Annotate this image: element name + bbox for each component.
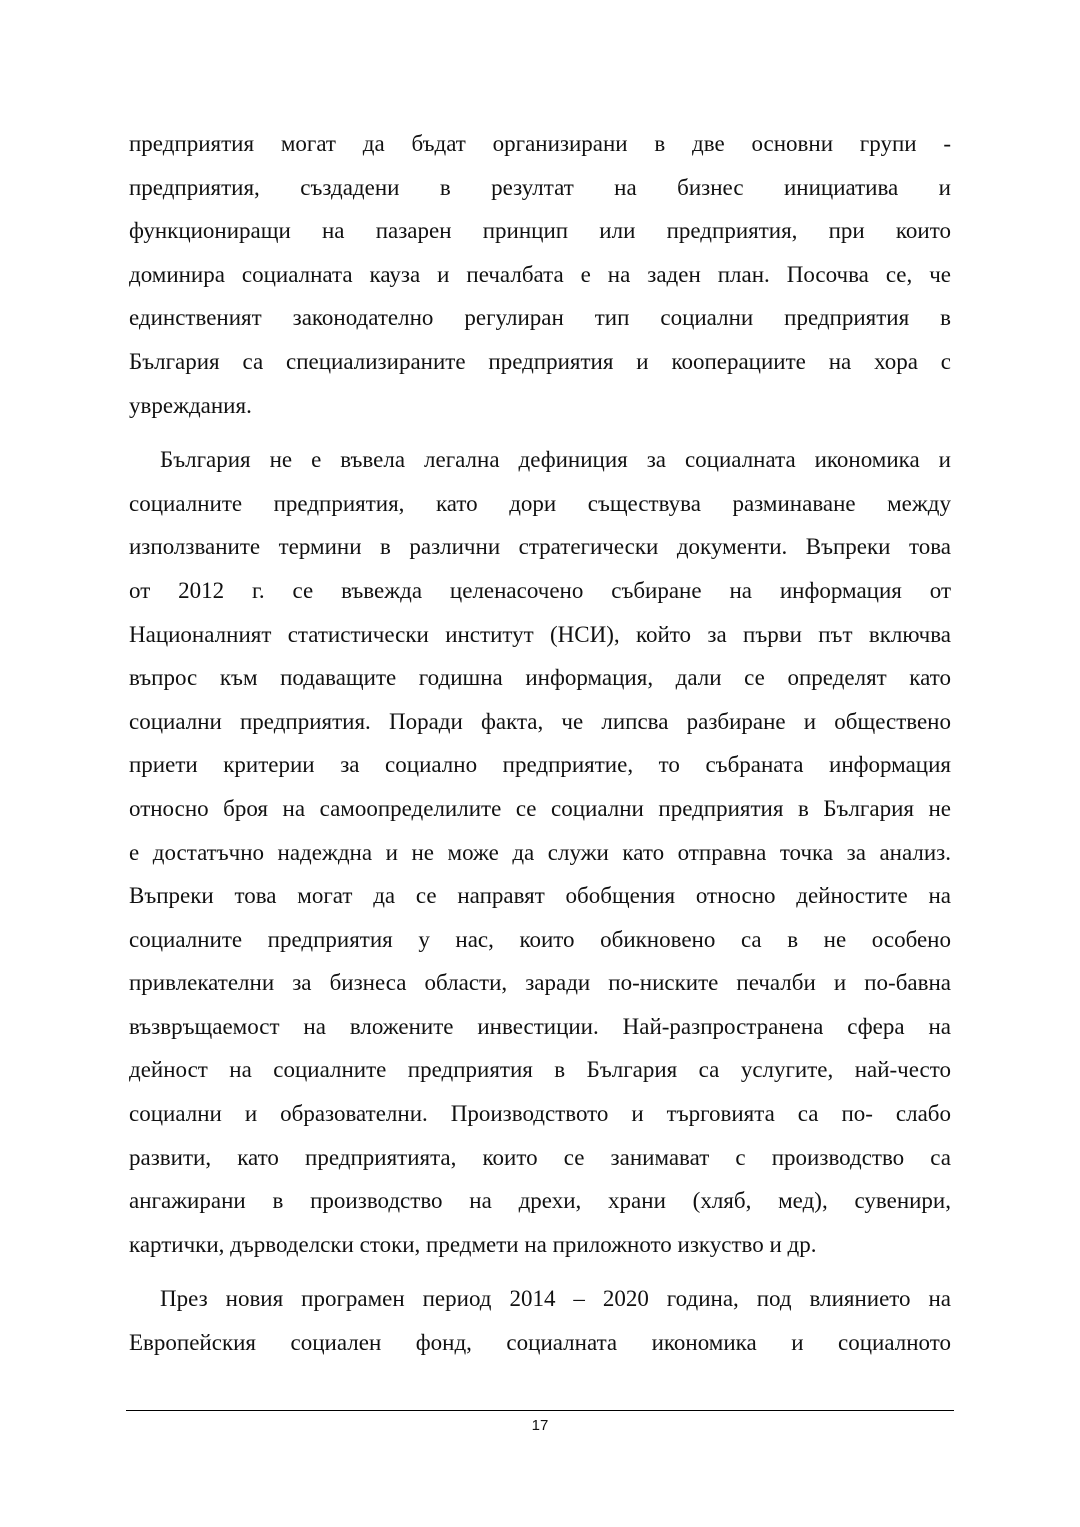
text-line: България не е въвела легална дефиниция за социалната икономика и [160,447,951,473]
text-line: България са специализираните предприятия и кооперациите на хора с [129,348,951,374]
text-line: привлекателни за бизнеса области, заради по-ниските печалби и по-бавна [129,970,951,996]
paragraph-3 [129,1277,951,1364]
page-number: 17 [531,1417,549,1434]
text-line: картички, дърводелски стоки, предмети на приложното изкуство и др. [129,1231,817,1257]
text-line: социални предприятия. Поради факта, че липсва разбиране и обществено [129,708,951,734]
text-line: приети критерии за социално предприятие, то събраната информация [129,752,951,778]
text-line: увреждания. [129,392,252,418]
text-line: функциониращи на пазарен принцип или предприятия, при които [129,218,951,244]
paragraph-2 [129,438,951,1266]
text-line: е достатъчно надеждна и не може да служи като отправна точка за анализ. [129,839,951,865]
text-line: единственият законодателно регулиран тип социални предприятия в [129,305,951,331]
text-line: относно броя на самоопределилите се социални предприятия в България не [129,795,951,821]
text-line: въпрос към подаващите годишна информация, дали се определят като [129,665,951,691]
text-line: социалните предприятия у нас, които обикновено са в не особено [129,926,951,952]
paragraph-spacing [129,1266,951,1277]
text-line: социални и образователни. Производството и търговията са по- слабо [129,1101,951,1127]
text-line: възвръщаемост на вложените инвестиции. Най-разпространена сфера на [129,1013,951,1039]
text-line: използваните термини в различни стратегически документи. Въпреки това [129,534,951,560]
page-body [129,122,951,1365]
text-line: от 2012 г. се въвежда целенасочено събиране на информация от [129,577,951,603]
paragraph-1 [129,122,951,427]
text-line: предприятия могат да бъдат организирани в две основни групи - [129,131,951,156]
text-line: Въпреки това могат да се направят обобщения относно дейностите на [129,883,951,909]
text-line: доминира социалната кауза и печалбата е на заден план. Посочва се, че [129,261,951,287]
text-line: дейност на социалните предприятия в България са услугите, най-често [129,1057,951,1083]
text-line: Европейския социален фонд, социалната икономика и социалното [129,1330,951,1356]
text-line: развити, като предприятията, които се занимават с производство са [129,1144,951,1170]
text-line: През новия програмен период 2014 – 2020 година, под влиянието на [160,1286,951,1312]
text-line: социалните предприятия, като дори съществува разминаване между [129,490,951,516]
paragraph-spacing [129,427,951,438]
text-line: ангажирани в производство на дрехи, храни (хляб, мед), сувенири, [129,1188,951,1214]
text-line: предприятия, създадени в резултат на бизнес инициатива и [129,174,951,200]
text-line: Националният статистически институт (НСИ), който за първи път включва [129,621,951,647]
footer-divider [126,1410,954,1411]
